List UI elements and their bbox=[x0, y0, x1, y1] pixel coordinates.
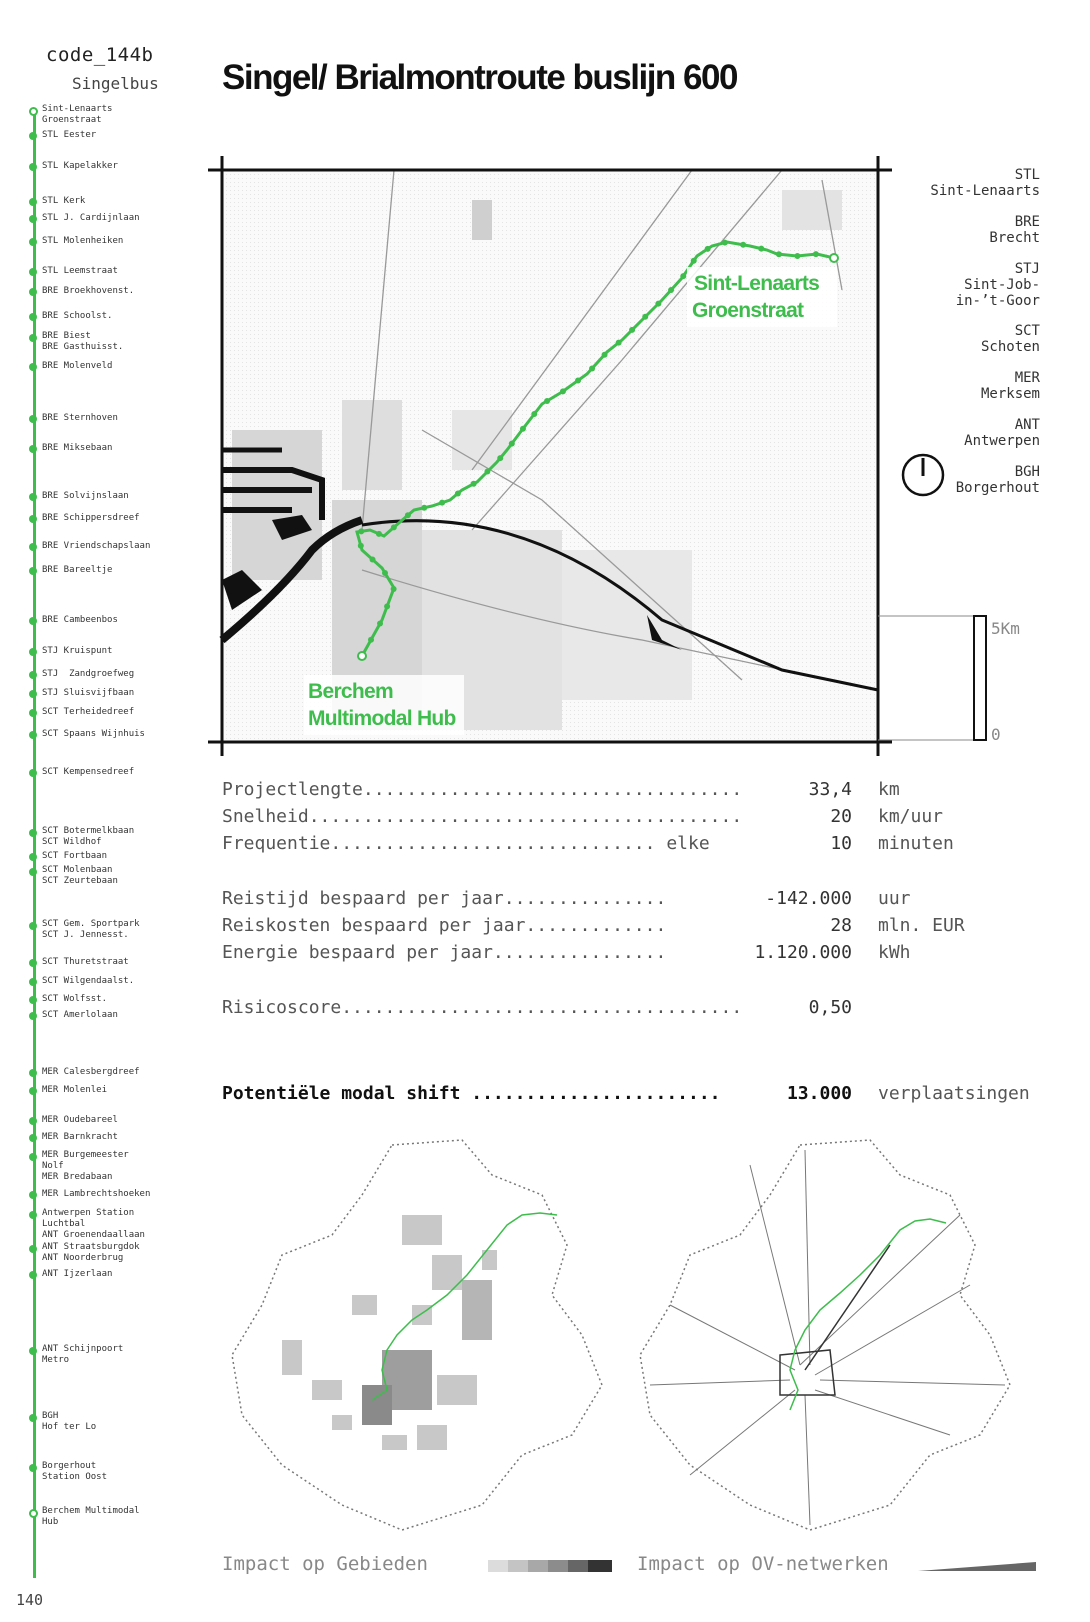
stop-label: BRE Molenveld bbox=[42, 361, 113, 371]
stop-label: BRE Broekhovenst. bbox=[42, 286, 135, 296]
scale-bar bbox=[878, 612, 988, 744]
north-arrow-icon bbox=[900, 452, 946, 498]
route-stop-dot bbox=[813, 251, 819, 257]
route-stop-dot bbox=[382, 570, 388, 576]
stop-label: SCT Wilgendaalst. bbox=[42, 976, 135, 986]
map-label-south-2: Multimodal Hub bbox=[308, 707, 456, 730]
stop-marker bbox=[29, 1211, 37, 1219]
stop-label: BGH Hof ter Lo bbox=[42, 1411, 97, 1432]
route-stop-dot bbox=[520, 426, 526, 432]
stop-marker bbox=[29, 1245, 37, 1253]
caption-areas: Impact op Gebieden bbox=[222, 1553, 428, 1575]
route-stop-dot bbox=[405, 512, 411, 518]
stop-marker bbox=[29, 1414, 37, 1422]
stop-label: SCT Thuretstraat bbox=[42, 957, 129, 967]
stop-label: SCT Amerlolaan bbox=[42, 1010, 118, 1020]
stat-value: 28 bbox=[830, 915, 852, 936]
route-stop-dot bbox=[377, 621, 383, 627]
stop-label: ANT Ijzerlaan bbox=[42, 1269, 113, 1279]
stop-marker bbox=[29, 567, 37, 575]
stop-label: Borgerhout Station Oost bbox=[42, 1461, 108, 1482]
page-code: code_144b bbox=[46, 44, 154, 66]
stop-marker bbox=[29, 215, 37, 223]
stop-marker bbox=[29, 493, 37, 501]
district-label: ANT Antwerpen bbox=[964, 417, 1040, 449]
stop-label: BRE Schippersdreef bbox=[42, 513, 140, 523]
route-stop-dot bbox=[358, 528, 364, 534]
stat-label: Risicoscore..................................... bbox=[222, 997, 743, 1018]
stop-label: MER Lambrechtshoeken bbox=[42, 1189, 151, 1199]
stop-label: Antwerpen Station Luchtbal ANT Groenendaallaan bbox=[42, 1208, 145, 1240]
route-stop-dot bbox=[531, 411, 537, 417]
route-stop-dot bbox=[642, 314, 648, 320]
stop-marker bbox=[29, 731, 37, 739]
stop-marker bbox=[29, 515, 37, 523]
map-label-north-1: Sint-Lenaarts bbox=[694, 272, 820, 295]
stop-marker bbox=[29, 1191, 37, 1199]
route-stop-dot bbox=[691, 258, 697, 264]
stop-label: MER Barnkracht bbox=[42, 1132, 118, 1142]
stat-label: Projectlengte................................... bbox=[222, 779, 743, 800]
stop-marker bbox=[29, 1087, 37, 1095]
stop-label: STL Leemstraat bbox=[42, 266, 118, 276]
route-stop-dot bbox=[740, 242, 746, 248]
stop-marker bbox=[29, 313, 37, 321]
stat-unit: km/uur bbox=[878, 806, 944, 827]
route-end-marker bbox=[358, 652, 366, 660]
stop-label: MER Molenlei bbox=[42, 1085, 108, 1095]
district-label: MER Merksem bbox=[980, 370, 1040, 402]
stop-marker bbox=[29, 363, 37, 371]
stop-marker bbox=[29, 709, 37, 717]
stop-label: STL Molenheiken bbox=[42, 236, 124, 246]
page-subtitle: Singelbus bbox=[72, 74, 159, 93]
stop-label: SCT Terheidedreef bbox=[42, 707, 135, 717]
stop-label: SCT Wolfsst. bbox=[42, 994, 108, 1004]
district-label: STL Sint-Lenaarts bbox=[930, 167, 1040, 199]
stat-value: 1.120.000 bbox=[754, 942, 852, 963]
stop-marker bbox=[29, 671, 37, 679]
route-stop-dot bbox=[575, 377, 581, 383]
stop-label: BRE Schoolst. bbox=[42, 311, 113, 321]
stop-marker bbox=[29, 690, 37, 698]
stop-marker bbox=[29, 1271, 37, 1279]
stop-marker bbox=[29, 1153, 37, 1161]
stop-marker bbox=[29, 922, 37, 930]
route-stop-dot bbox=[358, 543, 364, 549]
stop-label: Berchem Multimodal Hub bbox=[42, 1506, 140, 1527]
route-stop-dot bbox=[794, 253, 800, 259]
route-stop-dot bbox=[589, 365, 595, 371]
stop-marker bbox=[29, 769, 37, 777]
route-stop-dot bbox=[705, 246, 711, 252]
stop-label: BRE Biest BRE Gasthuisst. bbox=[42, 331, 124, 352]
modal-shift-unit: verplaatsingen bbox=[878, 1083, 1030, 1104]
stop-label: BRE Miksebaan bbox=[42, 443, 113, 453]
stat-label: Frequentie.............................. elke bbox=[222, 833, 710, 854]
stat-label: Snelheid........................................ bbox=[222, 806, 743, 827]
stop-label: MER Burgemeester Nolf MER Bredabaan bbox=[42, 1150, 129, 1182]
stat-label: Energie bespaard per jaar................ bbox=[222, 942, 667, 963]
stop-marker bbox=[29, 288, 37, 296]
stop-label: BRE Sternhoven bbox=[42, 413, 118, 423]
stat-value: 10 bbox=[830, 833, 852, 854]
stop-marker bbox=[29, 238, 37, 246]
stat-value: 33,4 bbox=[808, 779, 852, 800]
stop-marker bbox=[29, 1069, 37, 1077]
stop-marker bbox=[29, 829, 37, 837]
stat-label: Reiskosten bespaard per jaar............. bbox=[222, 915, 667, 936]
stat-value: 20 bbox=[830, 806, 852, 827]
route-stop-dot bbox=[439, 500, 445, 506]
page-number: 140 bbox=[16, 1591, 44, 1609]
stop-marker bbox=[29, 334, 37, 342]
route-stop-dot bbox=[368, 637, 374, 643]
stop-label: BRE Solvijnslaan bbox=[42, 491, 129, 501]
stop-marker bbox=[29, 163, 37, 171]
stop-label: MER Oudebareel bbox=[42, 1115, 118, 1125]
route-stop-dot bbox=[455, 490, 461, 496]
impact-networks-map bbox=[630, 1135, 1020, 1535]
stop-marker bbox=[29, 853, 37, 861]
stop-label: STL Kapelakker bbox=[42, 161, 118, 171]
stop-label: STJ Sluisvijfbaan bbox=[42, 688, 135, 698]
scale-label-bottom: 0 bbox=[991, 725, 1001, 744]
stat-unit: minuten bbox=[878, 833, 954, 854]
route-stop-dot bbox=[384, 603, 390, 609]
scale-label-top: 5Km bbox=[991, 619, 1020, 638]
route-stop-dot bbox=[484, 469, 490, 475]
stat-unit: km bbox=[878, 779, 900, 800]
route-stop-dot bbox=[544, 398, 550, 404]
district-label: STJ Sint-Job- in-’t-Goor bbox=[955, 261, 1040, 309]
route-stop-dot bbox=[758, 246, 764, 252]
route-stop-dot bbox=[629, 327, 635, 333]
route-stop-dot bbox=[776, 251, 782, 257]
stop-label: STL J. Cardijnlaan bbox=[42, 213, 140, 223]
district-label: SCT Schoten bbox=[980, 323, 1040, 355]
stop-marker bbox=[29, 648, 37, 656]
district-label: BRE Brecht bbox=[989, 214, 1040, 246]
route-stop-dot bbox=[668, 287, 674, 293]
stop-marker bbox=[29, 959, 37, 967]
stop-marker bbox=[29, 1134, 37, 1142]
stop-label: Sint-Lenaarts Groenstraat bbox=[42, 104, 113, 125]
stat-unit: kWh bbox=[878, 942, 911, 963]
stop-label: ANT Schijnpoort Metro bbox=[42, 1344, 124, 1365]
modal-shift-value: 13.000 bbox=[786, 1083, 852, 1104]
stat-value: 0,50 bbox=[808, 997, 852, 1018]
stop-label: ANT Straatsburgdok ANT Noorderbrug bbox=[42, 1242, 140, 1263]
route-stop-dot bbox=[471, 481, 477, 487]
stop-marker bbox=[29, 1347, 37, 1355]
stop-label: BRE Bareeltje bbox=[42, 565, 113, 575]
page-title: Singel/ Brialmontroute buslijn 600 bbox=[222, 58, 737, 97]
route-stop-dot bbox=[602, 352, 608, 358]
stat-label: Reistijd bespaard per jaar............... bbox=[222, 888, 667, 909]
impact-areas-map bbox=[222, 1135, 612, 1535]
areas-legend-gradient bbox=[488, 1560, 612, 1572]
stop-marker bbox=[29, 1117, 37, 1125]
stop-label: SCT Botermelkbaan SCT Wildhof bbox=[42, 826, 135, 847]
stop-label: BRE Cambeenbos bbox=[42, 615, 118, 625]
route-map bbox=[222, 170, 878, 742]
route-stop-dot bbox=[509, 441, 515, 447]
stop-marker bbox=[29, 415, 37, 423]
route-stop-dot bbox=[560, 388, 566, 394]
stop-label: STJ Kruispunt bbox=[42, 646, 113, 656]
networks-legend-wedge bbox=[918, 1560, 1038, 1572]
stop-marker bbox=[29, 868, 37, 876]
stop-label: SCT Kempensedreef bbox=[42, 767, 135, 777]
stop-label: BRE Vriendschapslaan bbox=[42, 541, 151, 551]
stat-unit: uur bbox=[878, 888, 911, 909]
stop-label: STL Eester bbox=[42, 130, 97, 140]
route-stop-dot bbox=[376, 531, 382, 537]
route-stop-dot bbox=[391, 586, 397, 592]
stop-marker bbox=[29, 543, 37, 551]
stop-marker bbox=[29, 1012, 37, 1020]
district-label: BGH Borgerhout bbox=[955, 464, 1040, 496]
stop-marker bbox=[29, 268, 37, 276]
stop-marker bbox=[29, 107, 38, 116]
stat-value: -142.000 bbox=[765, 888, 852, 909]
route-stop-dot bbox=[421, 505, 427, 511]
modal-shift-label: Potentiële modal shift ....................... bbox=[222, 1083, 721, 1104]
stop-label: STJ Zandgroefweg bbox=[42, 669, 135, 679]
stop-marker bbox=[29, 978, 37, 986]
stop-marker bbox=[29, 198, 37, 206]
stop-marker bbox=[29, 1464, 37, 1472]
stop-label: MER Calesbergdreef bbox=[42, 1067, 140, 1077]
route-start-marker bbox=[830, 254, 838, 262]
map-label-north-2: Groenstraat bbox=[692, 299, 804, 322]
stop-label: SCT Spaans Wijnhuis bbox=[42, 729, 145, 739]
route-line bbox=[33, 111, 36, 1578]
stop-label: SCT Molenbaan SCT Zeurtebaan bbox=[42, 865, 118, 886]
stop-marker bbox=[29, 1509, 38, 1518]
route-stop-dot bbox=[722, 240, 728, 246]
caption-networks: Impact op OV-netwerken bbox=[637, 1553, 889, 1575]
route-stop-dot bbox=[616, 340, 622, 346]
route-stop-dot bbox=[391, 524, 397, 530]
stop-marker bbox=[29, 996, 37, 1004]
route-stop-dot bbox=[497, 455, 503, 461]
map-label-south-1: Berchem bbox=[308, 680, 393, 703]
stop-label: SCT Fortbaan bbox=[42, 851, 108, 861]
stat-unit: mln. EUR bbox=[878, 915, 965, 936]
stop-marker bbox=[29, 132, 37, 140]
route-stop-dot bbox=[370, 556, 376, 562]
route-stop-dot bbox=[680, 273, 686, 279]
stop-label: SCT Gem. Sportpark SCT J. Jennesst. bbox=[42, 919, 140, 940]
stop-marker bbox=[29, 617, 37, 625]
stop-label: STL Kerk bbox=[42, 196, 86, 206]
stop-marker bbox=[29, 445, 37, 453]
route-stop-dot bbox=[655, 301, 661, 307]
